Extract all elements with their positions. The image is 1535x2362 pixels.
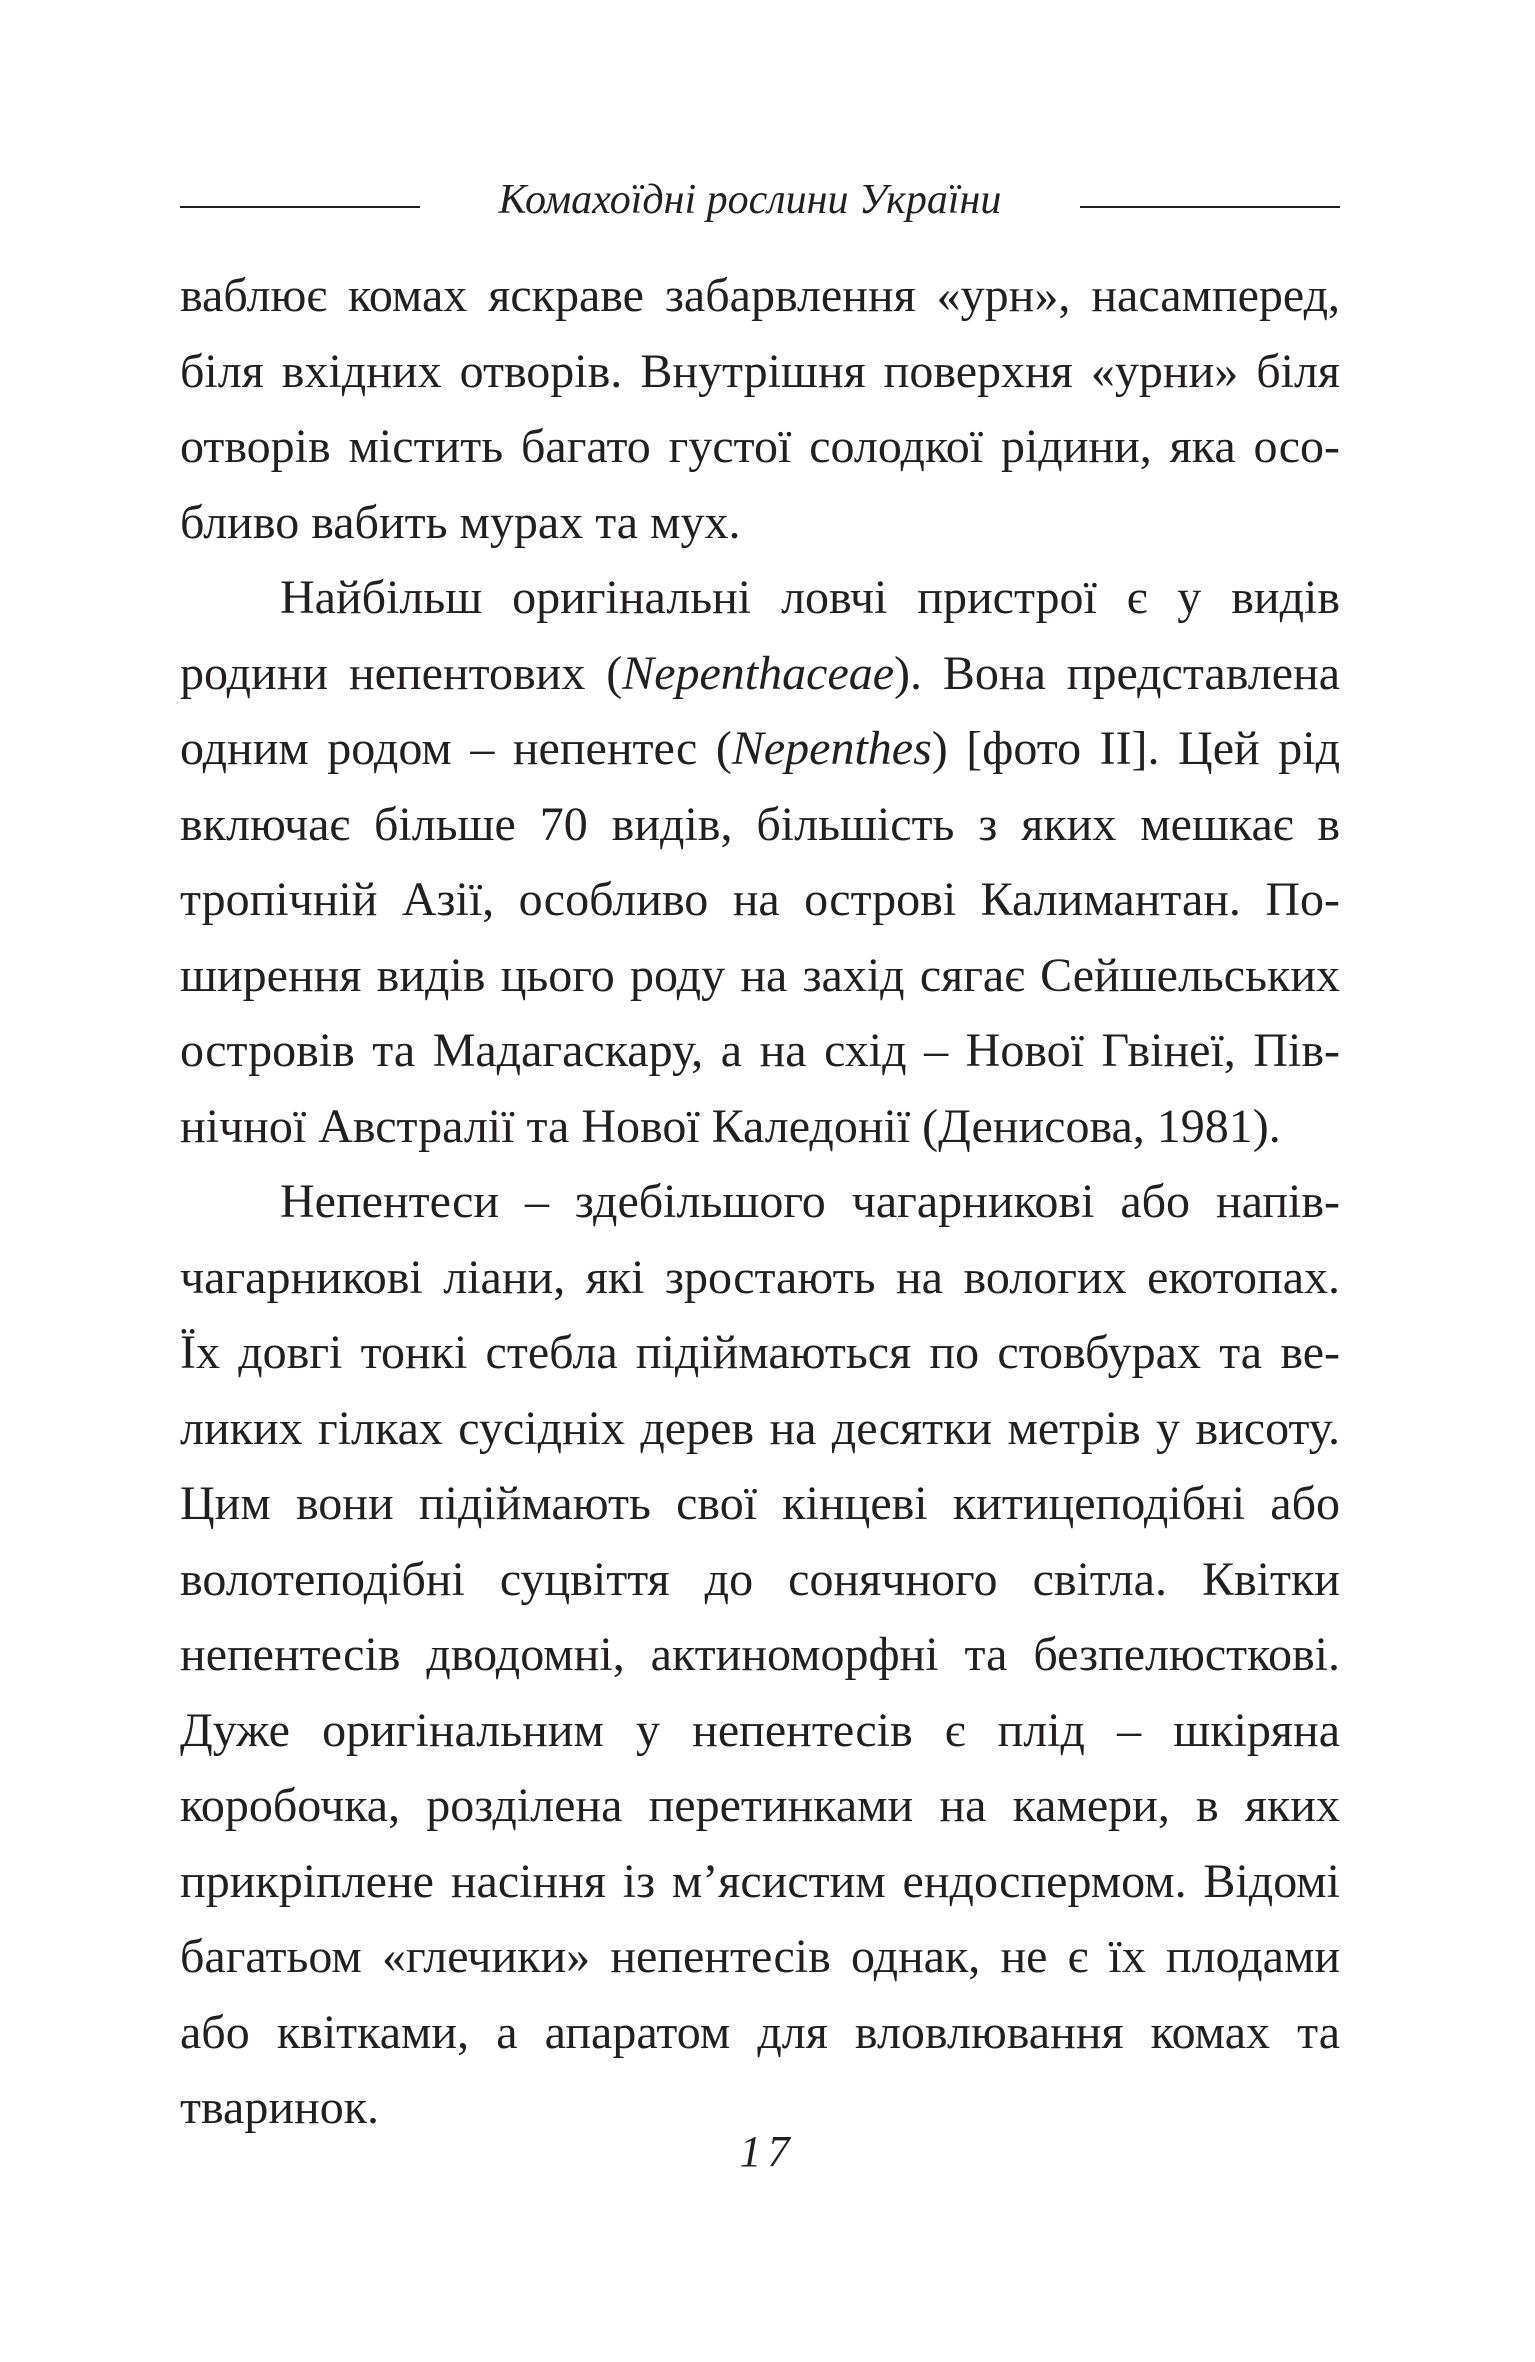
header-rule-right: [1080, 206, 1340, 208]
running-header-title: Комахоїдні рослини України: [498, 177, 1002, 223]
paragraph-2-text: ) [фото II]. Цей рід включає більше 70 видів, більшість з яких мешкає в тропічній Азії, особливо на острові Калимантан. Поширення видів цього роду на захід сягає Сейшельських островів та Мадагаскару, а на схід – Нової Гвінеї, Північної Австралії та Нової Каледонії (Денисова, 1981).: [180, 722, 1340, 1153]
paragraph-2: [180, 560, 1340, 1164]
latin-family-name: Nepenthaceae: [622, 646, 895, 700]
header-rule-left: [180, 206, 420, 208]
paragraph-1-text: ваблює комах яскраве забарвлення «урн», насамперед, біля вхідних отворів. Внутрішня поверхня «урни» біля отворів містить багато густої солодкої рідини, яка особливо вабить мурах та мух.: [180, 269, 1340, 549]
body-text: [180, 258, 1340, 2146]
paragraph-2-text: Найбільш оригінальні ловчі пристрої є у видів родини непентових (: [180, 571, 1340, 700]
paragraph-3-text: Непентеси – здебільшого чагарникові або напівчагарникові ліани, які зростають на вологих екотопах. Їх довгі тонкі стебла підіймаються по стовбурах та великих гілках сусідніх дерев на десятки метрів у висоту. Цим вони підіймають свої кінцеві китицеподібні або волотеподібні суцвіття до сонячного світла. Квітки непентесів дводомні, актиноморфні та безпелюсткові. Дуже оригінальним у непентесів є плід – шкіряна коробочка, розділена перетинками на камери, в яких прикріплене насіння із м’ясистим ендоспермом. Відомі багатьом «глечики» непентесів однак, не є їх плодами або квітками, а апаратом для вловлювання комах та тваринок.: [180, 1175, 1340, 2134]
page-number: 17: [739, 2127, 796, 2176]
paragraph-1: [180, 258, 1340, 560]
paragraph-2-text: ). Вона представлена одним родом – непентес (: [180, 646, 1340, 775]
running-header: [180, 170, 1340, 240]
latin-genus-name: Nepenthes: [731, 722, 932, 775]
paragraph-3: [180, 1164, 1340, 2146]
